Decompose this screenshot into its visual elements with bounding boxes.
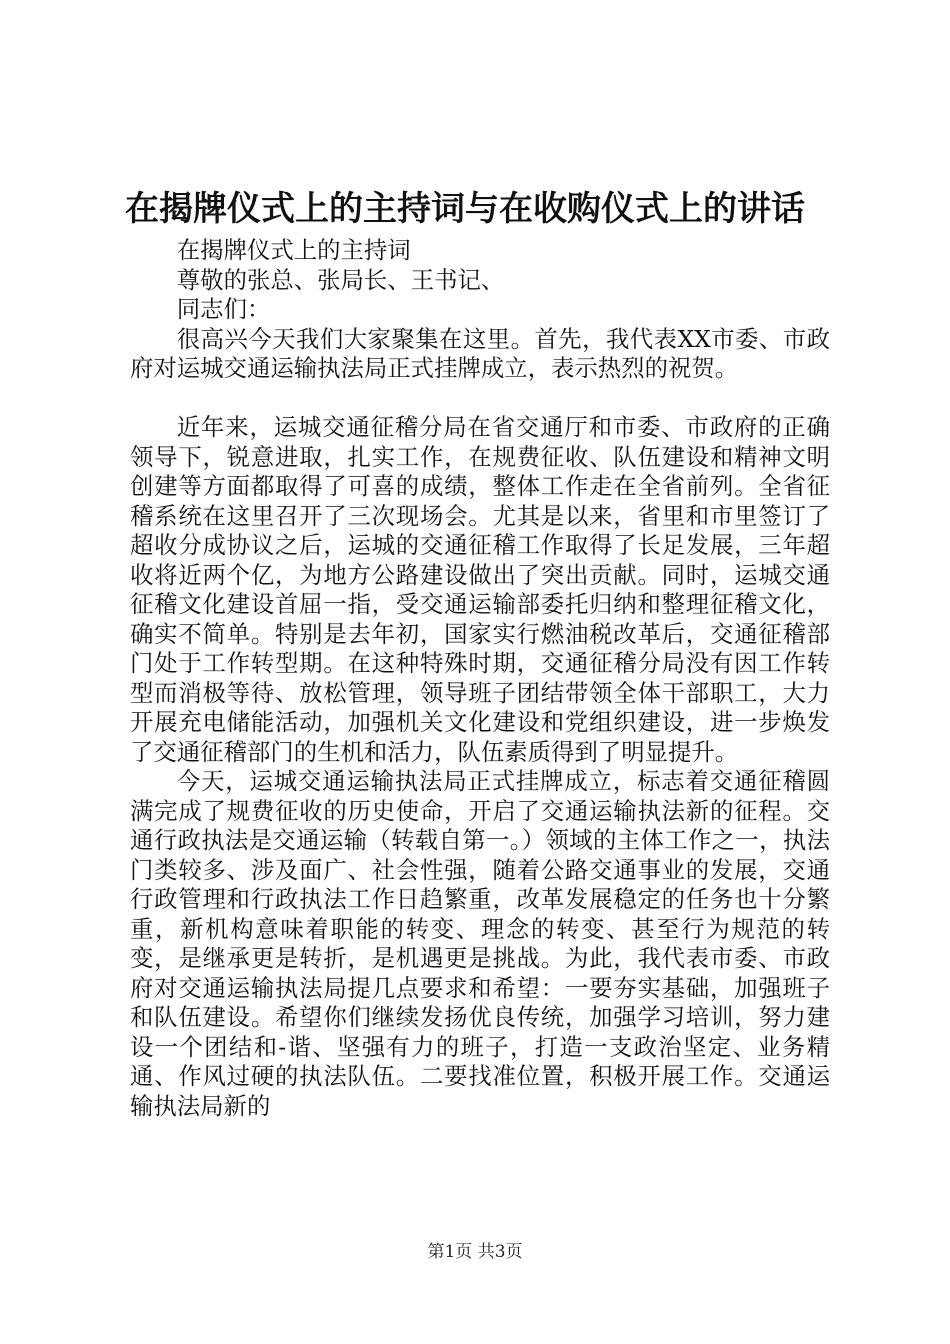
paragraph-achievements: 近年来，运城交通征稽分局在省交通厅和市委、市政府的正确领导下，锐意进取，扎实工作，在规费征收、队伍建设和精神文明创建等方面都取得了可喜的成绩，整体工作走在全省前列。全省征稽系统在这里召开了三次现场会。尤其是以来，省里和市里签订了超收分成协议之后，运城的交通征稽工作取得了长足发展，三年超收将近两个亿，为地方公路建设做出了突出贡献。同时，运城交通征稽文化建设首屈一指，受交通运输部委托归纳和整理征稽文化，确实不简单。特别是去年初，国家实行燃油税改革后，交通征稽部门处于工作转型期。在这种特殊时期，交通征稽分局没有因工作转型而消极等待、放松管理，领导班子团结带领全体干部职工，大力开展充电储能活动，加强机关文化建设和党组织建设，进一步焕发了交通征稽部门的生机和活力，队伍素质得到了明显提升。 — [130, 413, 830, 766]
document-body — [130, 236, 830, 1121]
paragraph-requirements: 今天，运城交通运输执法局正式挂牌成立，标志着交通征稽圆满完成了规费征收的历史使命，开启了交通运输执法新的征程。交通行政执法是交通运输（转载自第一。）领域的主体工作之一，执法门类较多、涉及面广、社会性强，随着公路交通事业的发展，交通行政管理和行政执法工作日趋繁重，改革发展稳定的任务也十分繁重，新机构意味着职能的转变、理念的转变、甚至行为规范的转变，是继承更是转折，是机遇更是挑战。为此，我代表市委、市政府对交通运输执法局提几点要求和希望：一要夯实基础，加强班子和队伍建设。希望你们继续发扬优良传统，加强学习培训，努力建设一个团结和-谐、坚强有力的班子，打造一支政治坚定、业务精通、作风过硬的执法队伍。二要找准位置，积极开展工作。交通运输执法局新的 — [130, 767, 830, 1120]
paragraph-greeting: 同志们： — [176, 295, 271, 323]
paragraph-subtitle: 在揭牌仪式上的主持词 — [176, 236, 411, 264]
document-title: 在揭牌仪式上的主持词与在收购仪式上的讲话 — [125, 189, 805, 229]
paragraph-salutation: 尊敬的张总、张局长、王书记、 — [176, 265, 505, 294]
page-number: 第1页 共3页 — [427, 1242, 523, 1262]
paragraph-opening: 很高兴今天我们大家聚集在这里。首先，我代表XX市委、市政府对运城交通运输执法局正式挂牌成立，表示热烈的祝贺。 — [130, 324, 830, 382]
